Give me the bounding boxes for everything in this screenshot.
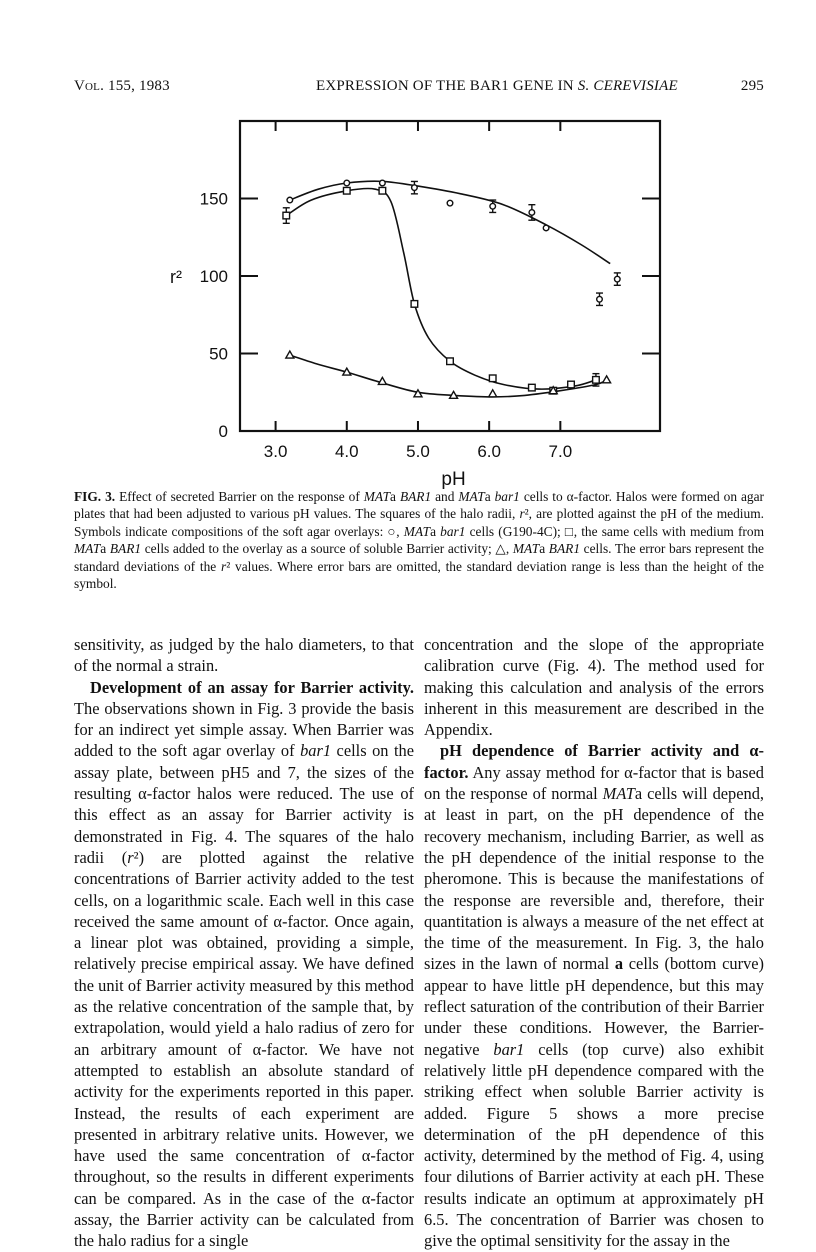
square-marker	[568, 381, 575, 388]
section-heading-barrier-assay: Development of an assay for Barrier activity.	[90, 677, 414, 697]
square-marker	[283, 212, 290, 219]
paragraph-continuation-right: concentration and the slope of the appropriate calibration curve (Fig. 4). The method used for making this calculation and analysis of the errors inherent in this measurement are described in the Appendix.	[424, 635, 764, 740]
section-heading-ph-dependence: pH dependence of Barrier activity and α-factor.	[424, 741, 764, 782]
figure-3-chart	[0, 0, 816, 490]
circle-marker	[412, 185, 418, 191]
body-column-right	[424, 634, 764, 1252]
paragraph-continuation: sensitivity, as judged by the halo diameters, to that of the normal a strain.	[74, 635, 414, 676]
x-tick-label: 3.0	[263, 442, 288, 461]
triangle-marker	[414, 390, 422, 397]
circle-marker	[597, 296, 603, 302]
circle-marker	[614, 276, 620, 282]
triangle-marker	[603, 376, 611, 383]
circle-marker	[344, 180, 350, 186]
y-tick-label: 150	[199, 189, 228, 209]
x-tick-label: 6.0	[477, 442, 501, 461]
paragraph-barrier-assay: Development of an assay for Barrier activity. The observations shown in Fig. 3 provide the basis for an indirect yet simple assay. When Barrier was added to the soft agar overlay of bar1 cells on the assay plate, between pH5 and 7, the sizes of the resulting α-factor halos were reduced. The use of this effect as an assay for Barrier activity is demonstrated in Fig. 4. The squares of the halo radii (r²) are plotted against the relative concentrations of Barrier activity added to the test cells, on a logarithmic scale. Each well in this case received the same amount of α-factor. Once again, a linear plot was obtained, providing a simple, relatively precise empirical assay. We have defined the unit of Barrier activity measured by this method as the relative concentration of the sample that, by extrapolation, would yield a halo radius of zero for an arbitrary amount of α-factor. We have not attempted to establish an absolute standard of activity for the experiments reported in this paper. Instead, the results of each experiment are presented in arbitrary relative units. However, we have used the same concentration of α-factor throughout, so the results in different experiments can be compared. As in the case of the α-factor assay, the Barrier activity can be calculated from the halo radius for a single	[74, 677, 415, 1251]
circle-marker	[287, 197, 293, 203]
square-marker	[411, 301, 418, 308]
y-axis-label: r²	[170, 267, 182, 287]
y-tick-label: 0	[218, 422, 228, 441]
series-curve-3	[286, 188, 596, 389]
square-marker	[593, 377, 600, 384]
triangle-marker	[489, 390, 497, 397]
data-markers	[283, 180, 621, 398]
x-tick-label: 4.0	[334, 442, 359, 461]
square-marker	[529, 384, 536, 391]
square-marker	[343, 187, 350, 194]
square-marker	[379, 187, 386, 194]
circle-marker	[490, 203, 496, 209]
figure-label: FIG. 3.	[74, 489, 116, 504]
triangle-marker	[286, 351, 294, 358]
y-tick-label: 100	[199, 267, 228, 286]
triangle-marker	[343, 368, 351, 375]
x-tick-label: 7.0	[548, 442, 573, 461]
running-title: EXPRESSION OF THE BAR1 GENE IN S. CEREVISIAE	[316, 78, 678, 94]
x-axis-label: pH	[441, 469, 466, 490]
circle-marker	[380, 180, 386, 186]
circle-marker	[529, 210, 535, 216]
triangle-marker	[378, 377, 386, 384]
y-tick-label: 50	[209, 344, 228, 364]
square-marker	[489, 375, 496, 382]
x-tick-label: 5.0	[406, 442, 430, 461]
body-column-left	[74, 634, 414, 1252]
paragraph-ph-dependence: pH dependence of Barrier activity and α-factor. Any assay method for α-factor that is based on the response of normal MATa cells will depend, at least in part, on the pH dependence of the recovery mechanism, including Barrier, as well as the pH dependence of the initial response to the pheromone. This is because the manifestations of the response are reversible and, therefore, their quantitation is always a measure of the net effect at the time of the measurement. In Fig. 3, the halo sizes in the lawn of normal a cells (bottom curve) appear to have little pH dependence, but this may reflect saturation of the contribution of their Barrier under these conditions. However, the Barrier-negative bar1 cells (top curve) also exhibit relatively little pH dependence compared with the striking effect when soluble Barrier activity is added. Figure 5 shows a more precise determination of the pH dependence of this activity, determined by the method of Fig. 4, using four dilutions of Barrier activity at each pH. These results indicate an optimum at approximately pH 6.5. The concentration of Barrier was chosen to give the optimal sensitivity for the assay in the	[424, 741, 764, 1251]
circle-marker	[543, 225, 549, 231]
axis-labels	[170, 190, 572, 491]
series-curve-1	[290, 181, 610, 263]
figure-caption: FIG. 3. Effect of secreted Barrier on the response of MATa BAR1 and MATa bar1 cells to α-factor. Halos were formed on agar plates that had been adjusted to various pH values. The squares of the halo radii, r², are plotted against the pH of the medium. Symbols indicate compositions of the soft agar overlays: ○, MATa bar1 cells (G190-4C); □, the same cells with medium from MATa BAR1 cells added to the overlay as a source of soluble Barrier activity; △, MATa BAR1 cells. The error bars represent the standard deviations of the r² values. Where error bars are omitted, the standard deviation range is less than the height of the symbol.	[74, 489, 765, 592]
page-number: 295	[740, 78, 764, 94]
circle-marker	[447, 200, 453, 206]
triangle-marker	[450, 391, 458, 398]
volume-label: Vol. 155, 1983	[74, 78, 170, 94]
square-marker	[447, 358, 454, 365]
